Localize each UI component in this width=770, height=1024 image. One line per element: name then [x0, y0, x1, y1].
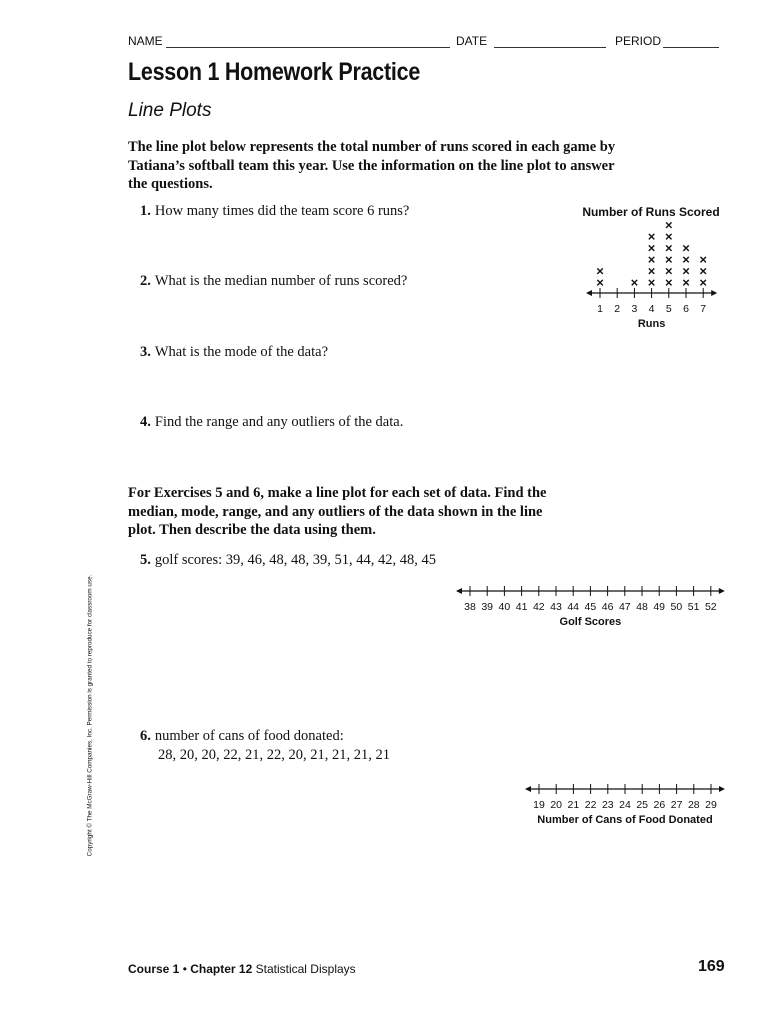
page-subtitle: Line Plots: [128, 100, 212, 121]
tick-label: 27: [670, 799, 683, 811]
tick-label: 1: [597, 303, 603, 315]
tick-label: 28: [687, 799, 700, 811]
tick-label: 44: [567, 601, 580, 613]
x-mark: ×: [596, 275, 604, 290]
golf-scores-line-plot: [456, 586, 725, 628]
cans-line-plot: [525, 784, 725, 826]
tick-label: 25: [636, 799, 649, 811]
page-title: Lesson 1 Homework Practice: [128, 58, 421, 86]
tick-label: 50: [670, 601, 683, 613]
footer-chapter: Chapter 12: [190, 962, 253, 976]
x-mark: ×: [665, 263, 673, 279]
tick-label: 38: [464, 601, 476, 613]
period-label: PERIOD: [615, 34, 662, 48]
exercise-number: 5.: [140, 552, 151, 568]
date-label: DATE: [456, 34, 488, 48]
tick-label: 45: [584, 601, 597, 613]
axis-arrow-left: [456, 588, 462, 594]
x-mark: ×: [665, 275, 673, 290]
question-text: Find the range and any outliers of the data.: [154, 414, 404, 430]
x-mark: ×: [682, 252, 690, 267]
tick-label: 48: [636, 601, 648, 613]
copyright-notice: Copyright © The McGraw-Hill Companies, Inc. Permission is granted to reproduce for classroom use.: [86, 574, 94, 857]
name-label: NAME: [128, 34, 163, 48]
tick-label: 42: [532, 601, 545, 613]
question-number: 1.: [140, 203, 151, 219]
footer-bullet: •: [182, 962, 187, 976]
tick-label: 4: [648, 303, 655, 315]
tick-label: 29: [705, 799, 717, 811]
x-mark: ×: [596, 263, 604, 279]
tick-label: 39: [481, 601, 494, 613]
question-text: What is the median number of runs scored?: [154, 273, 408, 289]
x-mark: ×: [647, 263, 656, 279]
tick-label: 26: [653, 799, 666, 811]
tick-label: 46: [601, 601, 614, 613]
x-mark: ×: [647, 229, 656, 244]
axis-arrow-right: [711, 290, 717, 296]
tick-label: 22: [584, 799, 597, 811]
tick-label: 49: [653, 601, 666, 613]
axis-label: Golf Scores: [559, 616, 622, 628]
question-number: 3.: [140, 344, 151, 360]
page-number: 169: [698, 958, 725, 975]
question-text: How many times did the team score 6 runs?: [154, 203, 410, 219]
exercises-intro: For Exercises 5 and 6, make a line plot for each set of data. Find the median, mode, range, and any outliers of the data shown in the line plot. Then describe the data using them.: [128, 485, 547, 538]
exercise-text: golf scores: 39, 46, 48, 48, 39, 51, 44, 42, 48, 45: [154, 552, 436, 568]
x-mark: ×: [647, 240, 656, 256]
tick-label: 51: [687, 601, 700, 613]
footer-course: Course 1: [128, 962, 180, 976]
tick-label: 19: [533, 799, 545, 811]
intro-text: The line plot below represents the total number of runs scored in each game by Tatiana’s softball team this year. Use the information on the line plot to answer the questions.: [128, 139, 616, 192]
tick-label: 6: [683, 303, 689, 315]
tick-label: 20: [550, 799, 563, 811]
tick-label: 2: [614, 303, 621, 315]
x-mark: ×: [699, 263, 707, 279]
chart-title: Number of Runs Scored: [582, 205, 720, 219]
tick-label: 43: [550, 601, 562, 613]
x-mark: ×: [699, 252, 707, 267]
axis-arrow-left: [586, 290, 592, 296]
exercise-data: 28, 20, 20, 22, 21, 22, 20, 21, 21, 21, 21: [158, 747, 390, 763]
x-mark: ×: [665, 240, 673, 256]
axis-label: Number of Cans of Food Donated: [537, 814, 713, 826]
tick-label: 7: [700, 303, 707, 315]
tick-label: 3: [631, 303, 638, 315]
x-mark: ×: [665, 229, 673, 244]
tick-label: 21: [567, 799, 580, 811]
footer: [128, 962, 356, 976]
runs-line-plot: [582, 205, 719, 330]
x-mark: ×: [682, 275, 690, 290]
x-mark: ×: [699, 275, 707, 290]
question-number: 4.: [140, 414, 151, 430]
exercise-text: number of cans of food donated:: [154, 728, 344, 744]
axis-arrow-right: [719, 786, 725, 792]
x-mark: ×: [647, 252, 656, 267]
question-text: What is the mode of the data?: [154, 344, 329, 360]
x-mark: ×: [665, 252, 673, 267]
x-mark: ×: [665, 217, 673, 233]
question-number: 2.: [140, 273, 151, 289]
axis-label: Runs: [637, 318, 666, 330]
x-mark: ×: [630, 275, 639, 290]
tick-label: 24: [619, 799, 631, 811]
axis-arrow-left: [525, 786, 531, 792]
exercise-number: 6.: [140, 728, 151, 744]
tick-label: 5: [665, 303, 672, 315]
x-mark: ×: [682, 263, 690, 279]
tick-label: 40: [498, 601, 511, 613]
tick-label: 52: [704, 601, 717, 613]
x-mark: ×: [647, 275, 656, 290]
footer-topic: Statistical Displays: [255, 962, 356, 976]
tick-label: 41: [515, 601, 528, 613]
tick-label: 23: [601, 799, 614, 811]
axis-arrow-right: [719, 588, 725, 594]
x-mark: ×: [682, 240, 690, 256]
tick-label: 47: [618, 601, 631, 613]
